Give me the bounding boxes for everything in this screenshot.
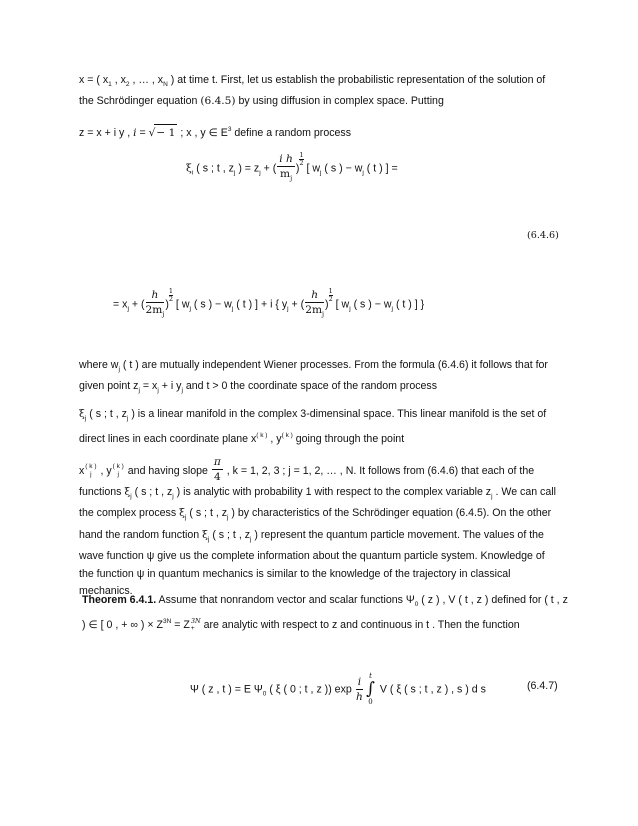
text: ( t ) ] = <box>363 162 398 175</box>
text: ( s ) − w <box>321 162 363 175</box>
text: j <box>172 493 174 500</box>
text: 2 <box>168 295 173 304</box>
text: ( s ; t , z <box>131 486 173 498</box>
text: , k = 1, 2, 3 ; j = 1, 2, … , N. It follows from (6.4.6) that each of the <box>223 465 535 477</box>
text: j <box>90 471 92 478</box>
text: j <box>250 535 252 543</box>
sqrt-sign: √ <box>148 127 156 139</box>
text: ( z ) , V ( t , z ) defined for ( t , z <box>418 594 568 606</box>
numerator: i h <box>279 153 293 165</box>
equation-6-4-6-line1 <box>186 152 398 185</box>
text: hand the random function <box>79 528 203 541</box>
text: ) <box>325 298 329 311</box>
text: j <box>127 305 129 313</box>
equation-reference: (6.4.5) <box>200 95 236 108</box>
text: ( t ) ] + i { y <box>233 298 288 311</box>
text: going through the point <box>292 433 405 446</box>
denominator: 2m <box>305 304 323 316</box>
text: j <box>233 169 236 177</box>
text: define a random process <box>231 127 351 139</box>
text: j <box>362 169 364 177</box>
text: j <box>259 169 261 177</box>
denominator: 4 <box>213 471 221 483</box>
text: the Schrödinger equation <box>79 95 201 108</box>
fraction-pi-over-4 <box>212 455 223 484</box>
text: ( k ) <box>85 463 97 470</box>
text: j <box>391 305 393 313</box>
text: ) at time t. First, let us establish the probabilistic representation of the solution of <box>167 74 546 86</box>
paragraph-wiener <box>79 357 569 400</box>
integral-upper-limit: t <box>369 672 372 680</box>
equation-number-6-4-7: (6.4.7) <box>527 680 558 692</box>
text: 1 <box>108 81 112 88</box>
text: ( k ) <box>281 432 293 440</box>
text: j <box>491 493 493 500</box>
denominator: h <box>356 691 363 703</box>
text: + i y <box>158 380 182 393</box>
imaginary-unit: i <box>133 127 137 139</box>
text: j <box>189 305 191 313</box>
equation-number-6-4-6: (6.4.6) <box>527 230 559 241</box>
text: = x <box>113 298 128 311</box>
integral-lower-limit: 0 <box>368 698 373 706</box>
text: mechanics. <box>79 585 133 598</box>
xi-symbol: ξ <box>179 507 185 520</box>
text: [ w <box>303 162 321 175</box>
text: ) is analytic with probability 1 with respect to the complex variable z <box>173 486 492 498</box>
text: j <box>184 514 187 522</box>
text: ( k ) <box>256 432 268 440</box>
text: ; x , y ∈ E <box>177 127 228 139</box>
text: ) <box>165 298 169 311</box>
text: j <box>84 415 87 422</box>
text: 1 <box>299 151 304 160</box>
text: j <box>118 366 120 373</box>
text: ( ξ ( 0 ; t , z )) exp <box>266 683 355 696</box>
text: wave function ψ give us the complete information about the quantum particle system. Knowledge of <box>79 550 545 563</box>
text: = <box>136 127 149 139</box>
text: [ w <box>172 298 190 311</box>
text: + <box>190 625 195 633</box>
xi-symbol: ξ <box>186 162 192 175</box>
text: i <box>191 169 194 177</box>
text: x <box>79 465 85 477</box>
text: j <box>290 174 293 182</box>
text: ) <box>295 162 300 175</box>
numerator: π <box>213 456 221 468</box>
denominator: 2m <box>145 304 163 316</box>
text: [ w <box>332 298 350 311</box>
theorem-label: Theorem 6.4.1. <box>82 594 157 606</box>
text: Assume that nonrandom vector and scalar functions Ψ <box>156 594 415 606</box>
text: j <box>162 310 165 318</box>
text: x = ( x <box>79 74 109 86</box>
xi-symbol: ξ <box>124 486 131 498</box>
text: ( s ) − w <box>350 298 392 311</box>
text: j <box>287 305 289 313</box>
sqrt-content: − 1 <box>154 124 177 142</box>
text: ( s ; t , z <box>86 408 127 420</box>
text: j <box>349 305 351 313</box>
text: the complex process <box>79 507 180 520</box>
text: j <box>181 387 183 395</box>
text: are analytic with respect to z and continuous in t . Then the function <box>200 619 520 632</box>
text: ( k ) <box>112 463 124 470</box>
text: j <box>322 310 325 318</box>
text: ) is a linear manifold in the complex 3-dimensinal space. This linear manifold is the set of <box>128 408 547 420</box>
text: + ( <box>260 162 277 175</box>
text: j <box>227 514 229 522</box>
text: , y <box>267 433 282 446</box>
text: , y <box>97 465 112 477</box>
paragraph-characteristics <box>79 455 569 600</box>
text: z = x + i y , <box>79 127 134 139</box>
text: and t > 0 the coordinate space of the random process <box>182 380 438 393</box>
text: 0 <box>414 601 419 608</box>
fraction-i-over-h <box>356 675 363 704</box>
paragraph-intro <box>79 72 569 111</box>
fraction <box>277 152 295 185</box>
xi-symbol: ξ <box>79 408 85 420</box>
text: ( t ) are mutually independent Wiener processes. From the formula (6.4.6) it follows that for <box>119 359 548 371</box>
equation-6-4-7 <box>190 672 486 707</box>
equation-6-4-6-line2 <box>113 288 424 321</box>
text: 3N <box>162 618 172 626</box>
numerator: h <box>305 288 324 303</box>
fraction <box>305 288 324 321</box>
text: , … , x <box>129 74 164 86</box>
text: j <box>207 535 210 543</box>
text: 1 <box>168 287 173 296</box>
text: 3N <box>190 617 201 626</box>
text: direct lines in each coordinate plane x <box>79 433 257 446</box>
text: j <box>130 493 132 500</box>
text: where w <box>79 359 119 371</box>
text: ( s ) − w <box>190 298 232 311</box>
text: j <box>157 387 159 395</box>
text: and having slope <box>124 465 211 477</box>
text: 0 <box>262 690 267 698</box>
text: j <box>117 471 119 478</box>
text: 2 <box>299 159 304 168</box>
text: ( s ; t , z <box>186 507 228 520</box>
text: given point z <box>79 380 139 393</box>
text: , x <box>111 74 126 86</box>
text: j <box>231 305 234 313</box>
text: N <box>163 81 168 88</box>
text: j <box>138 387 140 395</box>
text: = Z <box>171 619 190 632</box>
text: 1 <box>328 287 333 296</box>
text: . We can call <box>492 486 556 498</box>
text: ( t ) ] } <box>393 298 425 311</box>
text: ) by characteristics of the Schrödinger equation (6.4.5). On the other <box>228 507 552 520</box>
denominator: m <box>280 168 291 180</box>
text: functions <box>79 486 125 498</box>
text: ( s ; t , z <box>209 528 251 541</box>
text: j <box>320 169 322 177</box>
text: + ( <box>128 298 145 311</box>
text: ) = z <box>235 162 260 175</box>
text: 2 <box>328 295 333 304</box>
numerator: h <box>146 288 165 303</box>
text: ) represent the quantum particle movement. The values of the <box>251 528 544 541</box>
text: 3 <box>227 126 232 133</box>
fraction <box>146 288 165 321</box>
text: V ( ξ ( s ; t , z ) , s ) d s <box>376 683 486 696</box>
paragraph-linear-manifold <box>79 406 569 449</box>
numerator: i <box>357 676 362 688</box>
text: ) ∈ [ 0 , + ∞ ) × Z <box>82 619 163 632</box>
text: j <box>126 415 129 422</box>
text: Ψ ( z , t ) = E Ψ <box>190 683 263 696</box>
text: + ( <box>288 298 305 311</box>
integral-sign: ∫ <box>366 679 375 699</box>
text: ( s ; t , z <box>193 162 234 175</box>
text: by using diffusion in complex space. Putting <box>235 95 444 108</box>
theorem-6-4-1 <box>82 592 572 635</box>
text: the function ψ in quantum mechanics is similar to the knowledge of the trajectory in classical <box>79 567 511 580</box>
paragraph-z-definition <box>79 121 569 142</box>
text: 2 <box>125 81 130 88</box>
xi-symbol: ξ <box>202 528 208 541</box>
text: = x <box>139 380 158 393</box>
